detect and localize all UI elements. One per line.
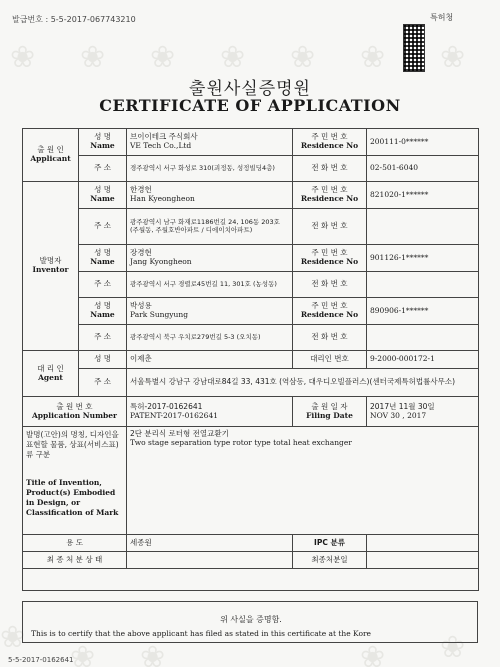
- inventor-1-name: 한경헌 Han Kyeongheon: [127, 182, 293, 209]
- agent-address: 서울특별시 강남구 강남대로84길 33, 431호 (역삼동, 대우디오빌플러스)(센터국제특허법률사무소): [127, 369, 479, 397]
- final-date-value: [367, 552, 479, 569]
- inventor-3-phone: [367, 325, 479, 351]
- final-status-row: [23, 552, 479, 569]
- inventor-1-address: 광주광역시 남구 화재로1186번길 24, 106동 203호 (주월동, 주월호반아파트 / 디에이치아파트): [127, 209, 293, 245]
- certification-box: [22, 601, 478, 643]
- phone-label: 전 화 번 호: [293, 209, 367, 245]
- address-label: 주 소: [79, 325, 127, 351]
- qr-code-icon: [403, 24, 425, 72]
- inventor-3-address: 광주광역시 북구 우치로279번길 5-3 (오치동): [127, 325, 293, 351]
- certification-text-english: This is to certify that the above applicant has filed as stated in this certificate at the Kore: [31, 629, 371, 638]
- inventor-3-name: 박성용 Park Sungyung: [127, 298, 293, 325]
- name-label: 성 명 Name: [79, 182, 127, 209]
- page-title-korean: 출원사실증명원: [189, 79, 311, 99]
- use-ipc-row: [23, 535, 479, 552]
- agent-address-row: [23, 369, 479, 397]
- certificate-page: ❀ ❀ ❀ ❀ ❀ ❀ ❀ ❀ ❀ ❀ ❀ ❀ 발급번호 : 5-5-2017-067743210 특허청 출원사실증명원 CERTIFICATE OF APPLICATION 출 원 인 Applicant 성 명 Name 브이이테크 주식회사 VE Tech Co.,Ltd 주 민 번 호 Residence No 200111-0****** 주 소 경주광역시 서구 화성로 310(괴정동, 성정빌딩4층) 전 화 번 호 02-501-6040 발명자 Inventor 성 명 Name 한경헌 Han Kyeongheon 주 민 번 호 Residence No 821020-1****** 주 소 광주광역시 남구 화재로1186번길 24, 106동 203호 (주월동, 주월호반아파트 / 디에이치아파트) 전 화 번 호 성 명 Name 장경현 Jang Kyongheon 주 민 번 호 Residence No 901126-1****** 주 소 광주광역시 서구 경렬로45번길 11, 301호 (농성동) 전 화 번 호 성 명 Name 박성용 Park Sungyung 주 민 번 호 Residence No 890906-1****** 주 소 광주광역시 북구 우치로279번길 5-3 (오치동) 전 화 번 호 대 리 인 Agent 성 명 이제춘 대리인 번호 9-2000-000172-1 주 소 서울특별시 강남구 강남대로84길 33, 431호 (역삼동, 대우디오빌플러스)(센터국제특허법률사무소) 출 원 번 호 Application Number 특허-2017-0162641 PATENT-2017-0162641 출 원 일 자 Filing Date 2017년 11월 30일 NOV 30 , 2017 발명(고안)의 명칭, 디자인을 표현할 물품, 상표(서비스표)류 구분 Title of Invention, Product(s) Embodied in Design, or Classification of Mark 2단 분리식 로터형 전열교환기 Two stage separation type rotor type total heat exchanger 용 도 세종원 IPC 분류 최 종 처 분 상 태 최종처분일 위 사실을 증명함. This is to certify that the above applicant has filed as stated in this certificate at the Kore 5-5-2017-0162641: [0, 0, 500, 667]
- phone-label: 전 화 번 호: [293, 272, 367, 298]
- use-value: 세종원: [127, 535, 293, 552]
- final-status-label: 최 종 처 분 상 태: [23, 552, 127, 569]
- blank-cell: [23, 569, 479, 591]
- applicant-phone: 02-501-6040: [367, 156, 479, 182]
- ipc-label: IPC 분류: [293, 535, 367, 552]
- application-number-row: [23, 397, 479, 427]
- address-label: 주 소: [79, 272, 127, 298]
- inventor-1-residence: 821020-1******: [367, 182, 479, 209]
- invention-title-row: [23, 427, 479, 535]
- applicant-label: 출 원 인 Applicant: [23, 129, 79, 182]
- issue-number: 발급번호 : 5-5-2017-067743210: [12, 15, 136, 24]
- ipc-value: [367, 535, 479, 552]
- address-label: 주 소: [79, 156, 127, 182]
- name-label: 성 명 Name: [79, 245, 127, 272]
- applicant-name: 브이이테크 주식회사 VE Tech Co.,Ltd: [127, 129, 293, 156]
- name-label: 성 명 Name: [79, 298, 127, 325]
- applicant-address-row: [23, 156, 479, 182]
- inventor-2-address-row: [23, 272, 479, 298]
- inventor-2-phone: [367, 272, 479, 298]
- inventor-2-name-row: [23, 245, 479, 272]
- issuer-logo: 특허청: [430, 13, 454, 22]
- inventor-label: 발명자 Inventor: [23, 182, 79, 351]
- phone-label: 전 화 번 호: [293, 325, 367, 351]
- residence-label: 주 민 번 호 Residence No: [293, 182, 367, 209]
- applicant-address: 경주광역시 서구 화성로 310(괴정동, 성정빌딩4층): [127, 156, 293, 182]
- bottom-reference-number: 5-5-2017-0162641: [8, 656, 74, 664]
- inventor-2-name: 장경현 Jang Kyongheon: [127, 245, 293, 272]
- application-number: 특허-2017-0162641 PATENT-2017-0162641: [127, 397, 293, 427]
- agent-name-row: [23, 351, 479, 369]
- residence-label: 주 민 번 호 Residence No: [293, 245, 367, 272]
- inventor-3-name-row: [23, 298, 479, 325]
- agent-number: 9-2000-000172-1: [367, 351, 479, 369]
- filing-date: 2017년 11월 30일 NOV 30 , 2017: [367, 397, 479, 427]
- certificate-table: [22, 128, 479, 591]
- filing-date-label: 출 원 일 자 Filing Date: [293, 397, 367, 427]
- inventor-1-phone: [367, 209, 479, 245]
- agent-number-label: 대리인 번호: [293, 351, 367, 369]
- residence-label: 주 민 번 호 Residence No: [293, 129, 367, 156]
- address-label: 주 소: [79, 209, 127, 245]
- invention-title: 2단 분리식 로터형 전열교환기 Two stage separation type rotor type total heat exchanger: [127, 427, 479, 535]
- page-title-english: CERTIFICATE OF APPLICATION: [99, 96, 401, 115]
- inventor-2-address: 광주광역시 서구 경렬로45번길 11, 301호 (농성동): [127, 272, 293, 298]
- certification-text-korean: 위 사실을 증명함.: [220, 615, 282, 624]
- name-label: 성 명: [79, 351, 127, 369]
- inventor-3-residence: 890906-1******: [367, 298, 479, 325]
- agent-label: 대 리 인 Agent: [23, 351, 79, 397]
- final-status-value: [127, 552, 293, 569]
- inventor-1-name-row: [23, 182, 479, 209]
- applicant-name-row: [23, 129, 479, 156]
- name-label: 성 명 Name: [79, 129, 127, 156]
- phone-label: 전 화 번 호: [293, 156, 367, 182]
- use-label: 용 도: [23, 535, 127, 552]
- address-label: 주 소: [79, 369, 127, 397]
- inventor-2-residence: 901126-1******: [367, 245, 479, 272]
- invention-title-label: 발명(고안)의 명칭, 디자인을 표현할 물품, 상표(서비스표)류 구분 Title of Invention, Product(s) Embodied in Design, or Classification of Mark: [23, 427, 127, 535]
- application-number-label: 출 원 번 호 Application Number: [23, 397, 127, 427]
- applicant-residence: 200111-0******: [367, 129, 479, 156]
- final-date-label: 최종처분일: [293, 552, 367, 569]
- agent-name: 이제춘: [127, 351, 293, 369]
- residence-label: 주 민 번 호 Residence No: [293, 298, 367, 325]
- inventor-3-address-row: [23, 325, 479, 351]
- blank-row: [23, 569, 479, 591]
- inventor-1-address-row: [23, 209, 479, 245]
